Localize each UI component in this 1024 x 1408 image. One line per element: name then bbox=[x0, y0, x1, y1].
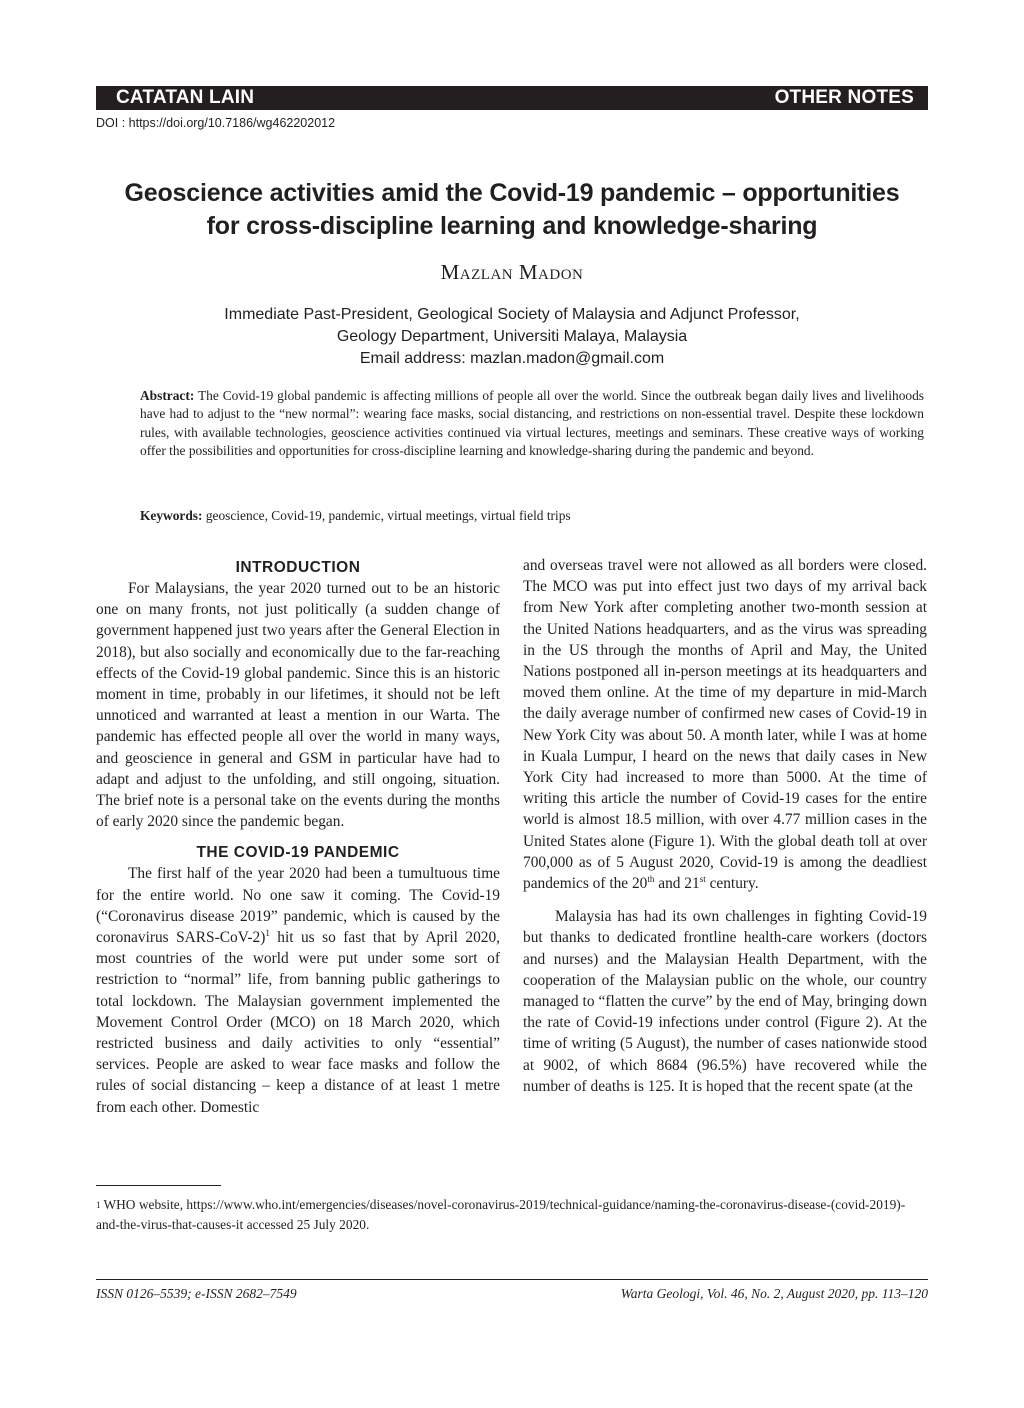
footnote bbox=[96, 1195, 926, 1235]
pandemic-paragraph: The first half of the year 2020 had been a tumultuous time for the entire world. No one saw it coming. The Covid-19 (“Coronavirus disease 2019” pandemic, which is caused by the coronavirus SARS-CoV-2)$^1$ hit us so fast that by April 2020, most countries of the world were put under some sort of restriction to “normal” life, from banning public gatherings to total lockdown. The Malaysian government implemented the Movement Control Order (MCO) on 18 March 2020, which restricted business and daily activities to only “essential” services. People are asked to wear face masks and follow the rules of social distancing – keep a distance of at least 1 metre from each other. Domestic bbox=[96, 865, 501, 1116]
footer-citation: Warta Geologi, Vol. 46, No. 2, August 2020, pp. 113–120 bbox=[620, 1286, 928, 1301]
malaysia-paragraph: Malaysia has had its own challenges in fighting Covid-19 but thanks to dedicated frontline health-care workers (doctors and nurses) and the Malaysian Health Department, with the cooperation of the Malaysian public on the whole, our country managed to “flatten the curve” by the end of May, bringing down the rate of Covid-19 infections under control (Figure 2). At the time of writing (5 August), the number of cases nationwide stood at 9002, of which 8684 (96.5%) have recovered while the number of deaths is 125. It is hoped that the recent spate (at the bbox=[523, 908, 927, 1095]
title-line-1: Geoscience activities amid the Covid-19 pandemic – opportunities bbox=[124, 179, 900, 207]
keywords-text: geoscience, Covid-19, pandemic, virtual meetings, virtual field trips bbox=[205, 508, 571, 523]
author-name: Mazlan Madon bbox=[440, 260, 584, 284]
footnote-number: 1 bbox=[96, 1200, 101, 1210]
footer-divider bbox=[96, 1279, 928, 1280]
keywords bbox=[140, 507, 924, 525]
title-line-2: for cross-discipline learning and knowledge-sharing bbox=[206, 212, 818, 240]
right-column bbox=[523, 555, 927, 1097]
section-header-bar bbox=[96, 86, 928, 110]
footnote-divider bbox=[96, 1185, 221, 1186]
footer-issn: ISSN 0126–5539; e-ISSN 2682–7549 bbox=[96, 1286, 297, 1301]
abstract-label: Abstract: bbox=[140, 388, 195, 403]
pandemic-heading: THE COVID-19 PANDEMIC bbox=[196, 844, 400, 862]
keywords-label: Keywords: bbox=[140, 508, 203, 523]
email-line[interactable]: Email address: mazlan.madon@gmail.com bbox=[359, 350, 665, 367]
abstract bbox=[140, 387, 924, 461]
abstract-text: The Covid-19 global pandemic is affecting millions of people all over the world. Since the outbreak began daily lives and livelihoods have had to adjust to the “new normal”: wearing face masks, social distancing, and restrictions on non-essential travel. Despite these lockdown rules, with available technologies, geoscience activities continued via virtual lectures, meetings and seminars. These creative ways of working offer the possibilities and opportunities for cross-discipline learning and knowledge-sharing during the pandemic and beyond. bbox=[140, 388, 924, 459]
footnote-ref[interactable]: 1 bbox=[265, 927, 270, 938]
introduction-heading: INTRODUCTION bbox=[235, 559, 361, 576]
affiliation-line-1: Immediate Past-President, Geological Society of Malaysia and Adjunct Professor, bbox=[224, 306, 800, 323]
affiliation bbox=[120, 304, 904, 370]
article-title bbox=[60, 177, 964, 243]
affiliation-line-2: Geology Department, Universiti Malaya, Malaysia bbox=[336, 328, 688, 345]
header-right-label: OTHER NOTES bbox=[774, 87, 914, 108]
left-column bbox=[96, 555, 500, 1118]
footnote-text: WHO website, https://www.who.int/emergencies/diseases/novel-coronavirus-2019/technical-guidance/naming-the-coronavirus-disease-(covid-2019)-and-the-virus-that-causes-it accessed 25 July 2020. bbox=[96, 1197, 906, 1232]
travel-paragraph: and overseas travel were not allowed as all borders were closed. The MCO was put into effect just two days of my arrival back from New York after completing another two-month session at the United Nations headquarters, and as the virus was spreading in the US through the months of April and May, the United Nations postponed all in-person meetings at its headquarters and moved them online. At the time of my departure in mid-March the daily average number of confirmed new cases of Covid-19 in New York City was about 50. A month later, while I was at home in Kuala Lumpur, I heard on the news that daily cases in New York City had increased to more than 5000. At the time of writing this article the number of Covid-19 cases for the entire world is almost 18.5 million, with over 4.77 million cases in the United States alone (Figure 1). With the global death toll at over 700,000 as of 5 August 2020, Covid-19 is among the deadliest pandemics of the 20th and 21st century. bbox=[523, 557, 927, 893]
doi-line[interactable]: DOI : https://doi.org/10.7186/wg462202012 bbox=[96, 116, 336, 130]
header-left-label: CATATAN LAIN bbox=[116, 87, 255, 108]
introduction-paragraph: For Malaysians, the year 2020 turned out to be an historic one on many fronts, not just politically (a sudden change of government happened just two years after the General Election in 2018), but also socially and economically due to the far-reaching effects of the Covid-19 global pandemic. Since this is an historic moment in time, probably in our lifetimes, it should not be left unnoticed and warranted at least a mention in our Warta. The pandemic has effected people all over the world in many ways, and geoscience in general and GSM in particular have had to adapt and adjust to the unfolding, and still ongoing, situation. The brief note is a personal take on the events during the months of early 2020 since the pandemic began. bbox=[96, 580, 500, 831]
